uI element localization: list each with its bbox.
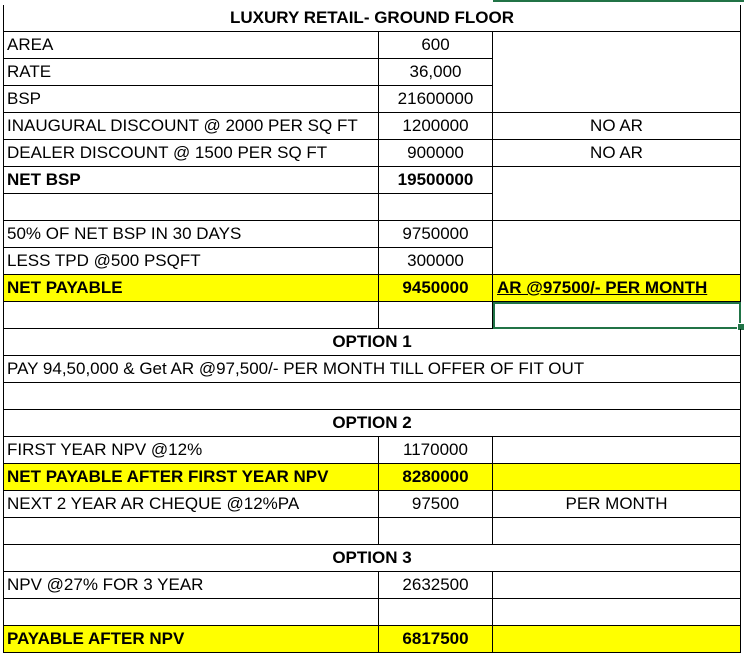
dealer-discount-note[interactable]: NO AR <box>493 140 741 167</box>
empty-cell[interactable] <box>493 518 741 545</box>
option1-text[interactable]: PAY 94,50,000 & Get AR @97,500/- PER MONTH TILL OFFER OF FIT OUT <box>3 356 741 383</box>
inaugural-discount-note[interactable]: NO AR <box>493 113 741 140</box>
table-row <box>0 167 744 194</box>
option1-heading-row <box>0 329 744 356</box>
first-year-npv-value[interactable]: 1170000 <box>379 437 493 464</box>
table-row <box>0 572 744 599</box>
net-payable-value[interactable]: 9450000 <box>379 275 493 302</box>
empty-cell[interactable] <box>379 302 493 329</box>
payable-after-npv-note[interactable] <box>493 626 741 653</box>
dealer-discount-label[interactable]: DEALER DISCOUNT @ 1500 PER SQ FT <box>3 140 379 167</box>
table-row <box>0 113 744 140</box>
less-tpd-note[interactable] <box>493 248 741 275</box>
empty-cell[interactable] <box>379 599 493 626</box>
selected-cell[interactable] <box>493 302 741 329</box>
table-row <box>0 59 744 86</box>
empty-cell[interactable] <box>3 518 379 545</box>
table-row <box>0 437 744 464</box>
ar-cheque-label[interactable]: NEXT 2 YEAR AR CHEQUE @12%PA <box>3 491 379 518</box>
table-row <box>0 491 744 518</box>
table-row <box>0 626 744 653</box>
empty-cell[interactable] <box>493 194 741 221</box>
less-tpd-label[interactable]: LESS TPD @500 PSQFT <box>3 248 379 275</box>
table-row <box>0 194 744 221</box>
ar-cheque-value[interactable]: 97500 <box>379 491 493 518</box>
selection-edge <box>493 0 744 2</box>
payable-after-first-year-value[interactable]: 8280000 <box>379 464 493 491</box>
option2-heading-row <box>0 410 744 437</box>
rate-label[interactable]: RATE <box>3 59 379 86</box>
empty-cell[interactable] <box>3 383 741 410</box>
table-row <box>0 32 744 59</box>
table-row <box>0 599 744 626</box>
option1-text-row <box>0 356 744 383</box>
area-label[interactable]: AREA <box>3 32 379 59</box>
net-bsp-note[interactable] <box>493 167 741 194</box>
table-row <box>0 140 744 167</box>
net-payable-label[interactable]: NET PAYABLE <box>3 275 379 302</box>
option1-heading[interactable]: OPTION 1 <box>3 329 741 356</box>
table-row <box>0 383 744 410</box>
net-bsp-value[interactable]: 19500000 <box>379 167 493 194</box>
rate-value[interactable]: 36,000 <box>379 59 493 86</box>
table-row <box>0 302 744 329</box>
inaugural-discount-label[interactable]: INAUGURAL DISCOUNT @ 2000 PER SQ FT <box>3 113 379 140</box>
npv-three-year-note[interactable] <box>493 572 741 599</box>
empty-cell[interactable] <box>379 518 493 545</box>
bsp-note[interactable] <box>493 86 741 113</box>
empty-cell[interactable] <box>493 599 741 626</box>
option3-heading[interactable]: OPTION 3 <box>3 545 741 572</box>
inaugural-discount-value[interactable]: 1200000 <box>379 113 493 140</box>
fifty-percent-note[interactable] <box>493 221 741 248</box>
net-bsp-label[interactable]: NET BSP <box>3 167 379 194</box>
fifty-percent-value[interactable]: 9750000 <box>379 221 493 248</box>
net-payable-note[interactable]: AR @97500/- PER MONTH <box>493 275 741 302</box>
bsp-value[interactable]: 21600000 <box>379 86 493 113</box>
option3-heading-row <box>0 545 744 572</box>
fifty-percent-label[interactable]: 50% OF NET BSP IN 30 DAYS <box>3 221 379 248</box>
area-value[interactable]: 600 <box>379 32 493 59</box>
empty-cell[interactable] <box>3 302 379 329</box>
empty-cell[interactable] <box>3 194 379 221</box>
payable-after-first-year-label[interactable]: NET PAYABLE AFTER FIRST YEAR NPV <box>3 464 379 491</box>
title-row <box>0 5 744 32</box>
bsp-label[interactable]: BSP <box>3 86 379 113</box>
first-year-npv-label[interactable]: FIRST YEAR NPV @12% <box>3 437 379 464</box>
table-row <box>0 275 744 302</box>
payable-after-npv-value[interactable]: 6817500 <box>379 626 493 653</box>
first-year-npv-note[interactable] <box>493 437 741 464</box>
empty-cell[interactable] <box>3 599 379 626</box>
npv-three-year-label[interactable]: NPV @27% FOR 3 YEAR <box>3 572 379 599</box>
table-row <box>0 86 744 113</box>
option2-heading[interactable]: OPTION 2 <box>3 410 741 437</box>
table-row <box>0 221 744 248</box>
empty-cell[interactable] <box>379 194 493 221</box>
table-row <box>0 518 744 545</box>
payable-after-npv-label[interactable]: PAYABLE AFTER NPV <box>3 626 379 653</box>
area-note[interactable] <box>493 32 741 59</box>
table-row <box>0 248 744 275</box>
dealer-discount-value[interactable]: 900000 <box>379 140 493 167</box>
rate-note[interactable] <box>493 59 741 86</box>
table-row <box>0 464 744 491</box>
less-tpd-value[interactable]: 300000 <box>379 248 493 275</box>
sheet-title[interactable]: LUXURY RETAIL- GROUND FLOOR <box>3 5 741 32</box>
ar-cheque-note[interactable]: PER MONTH <box>493 491 741 518</box>
payable-after-first-year-note[interactable] <box>493 464 741 491</box>
npv-three-year-value[interactable]: 2632500 <box>379 572 493 599</box>
